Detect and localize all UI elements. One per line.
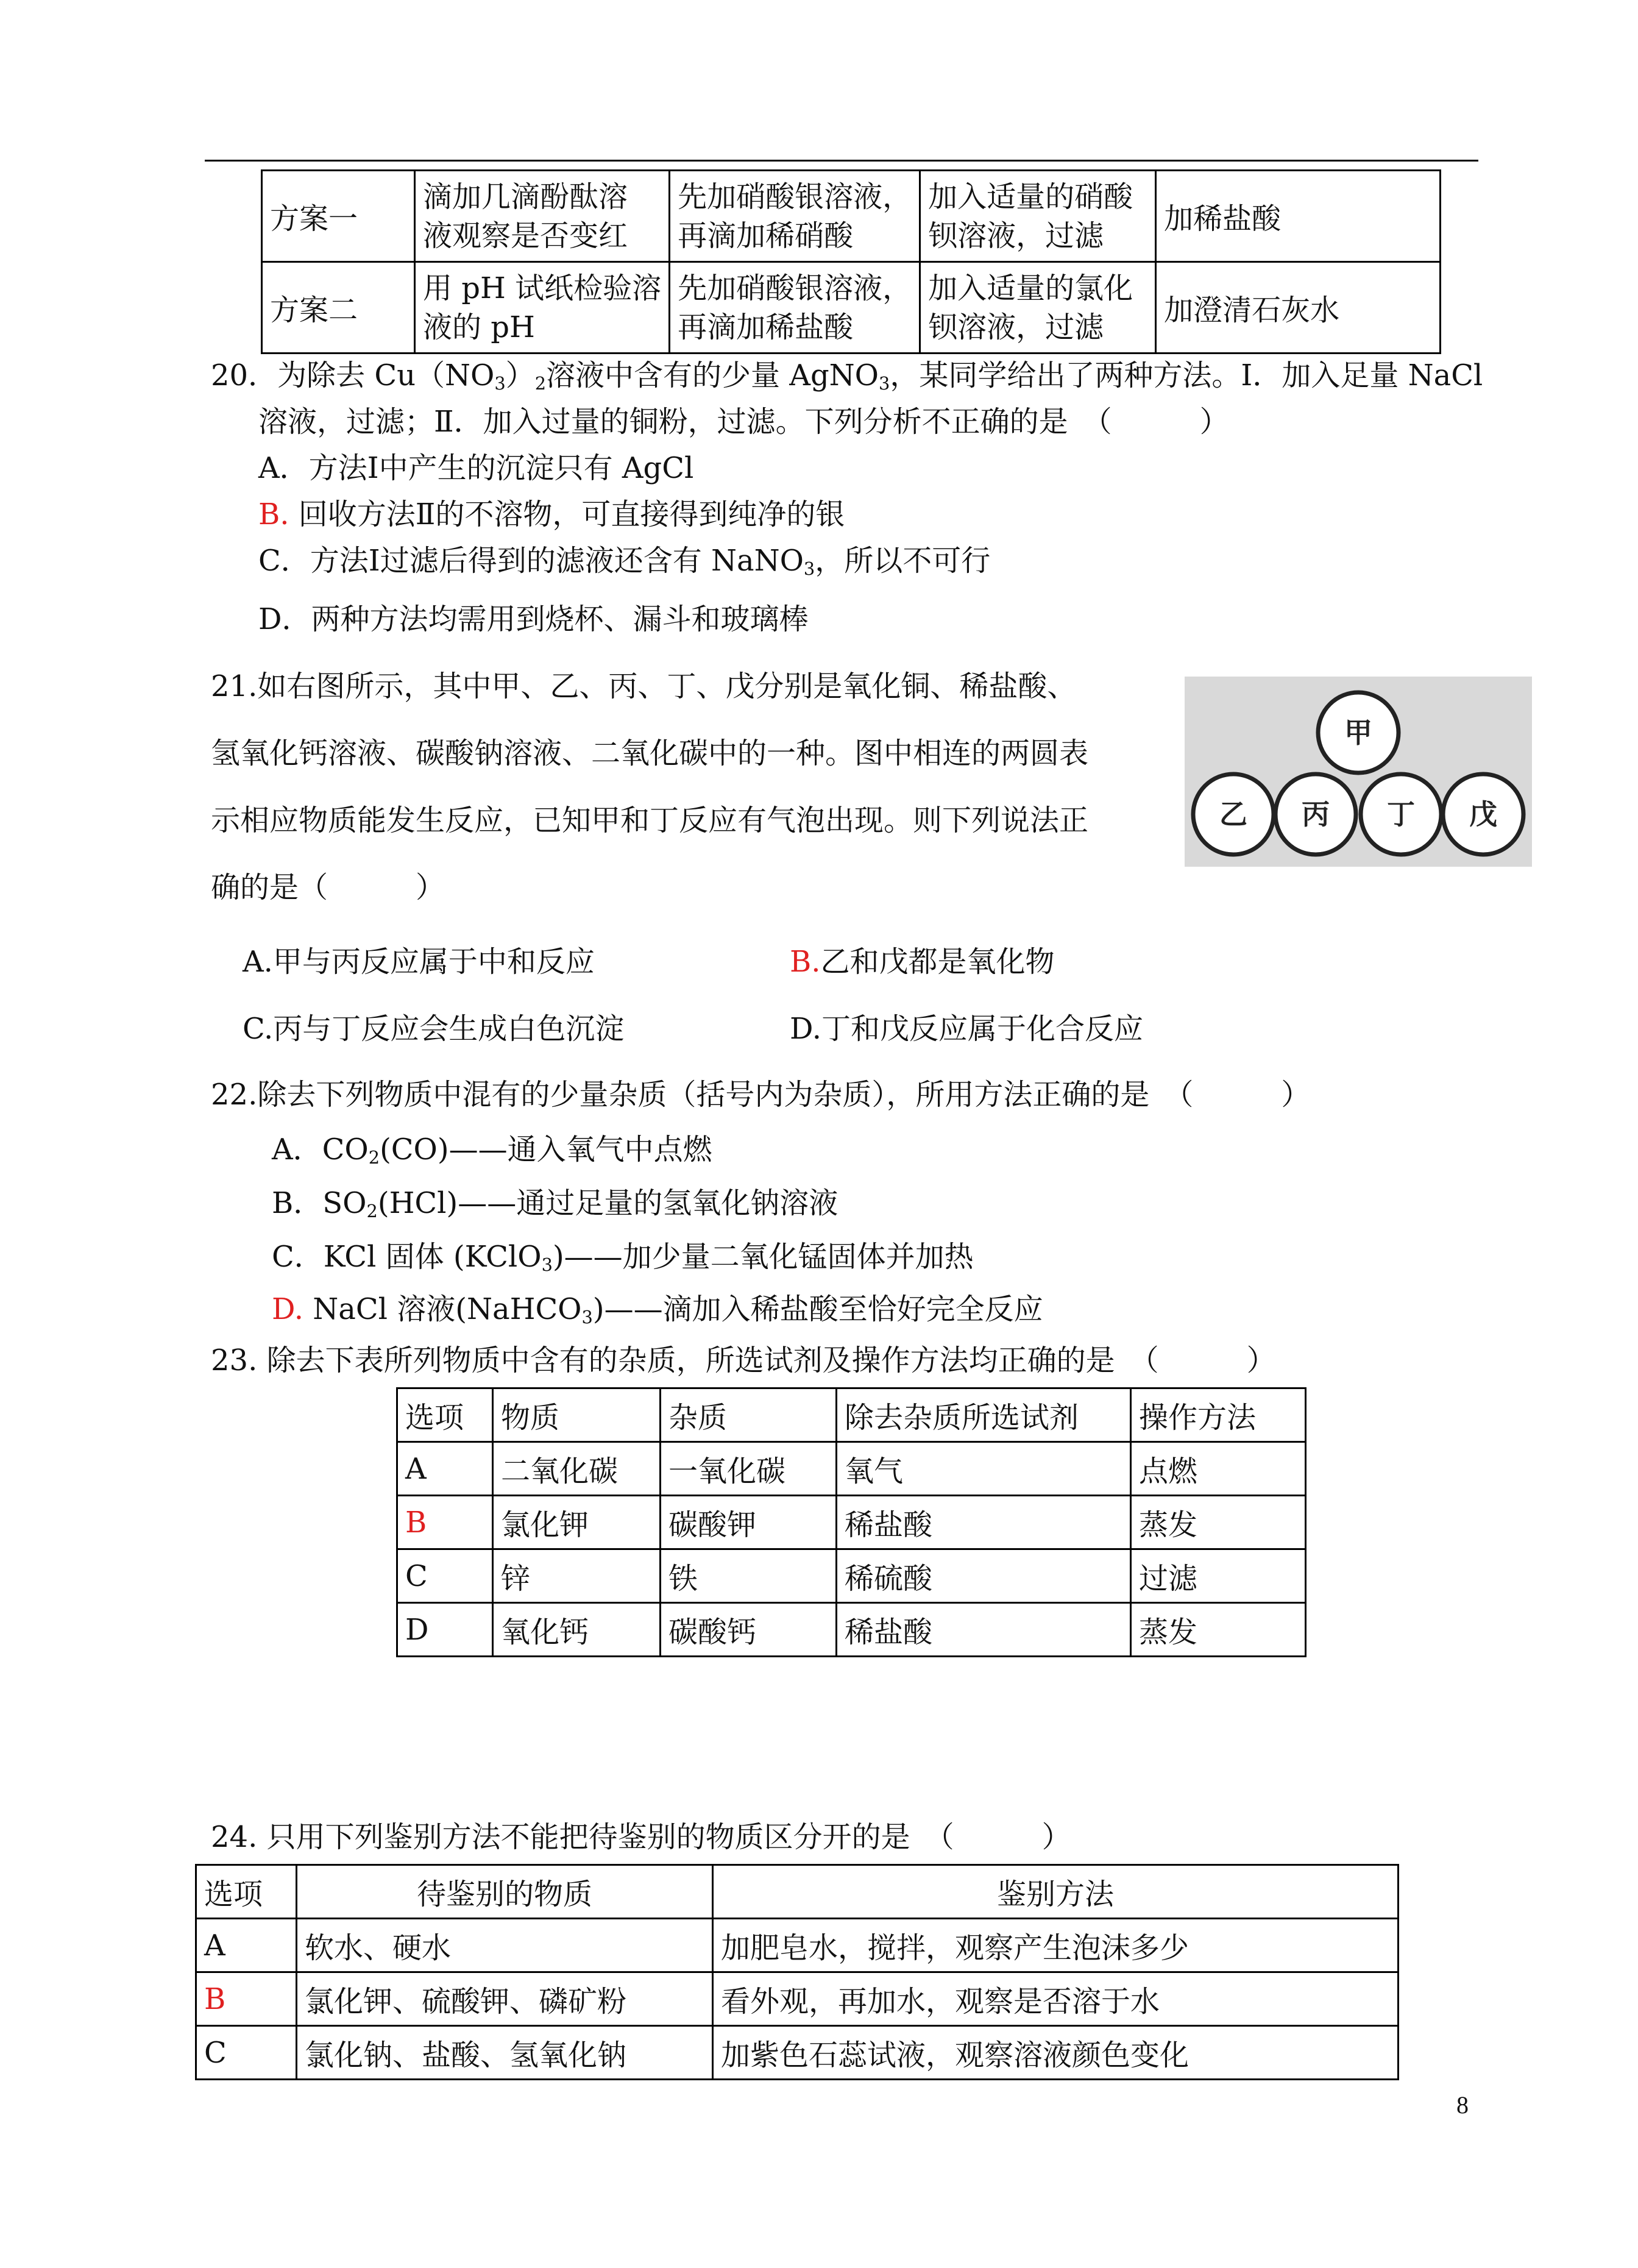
table-row (397, 1603, 1306, 1657)
q20-stem-line1: 20．为除去 $Cu(NO_3)_2$溶液中含有的少量 AgNO$_3$，某同学给出了两种方法。Ⅰ．加入足量 NaCl (211, 358, 1483, 394)
q24-table (195, 1864, 1399, 2080)
table-cell: 加入适量的氯化 钡溶液，过滤 (920, 262, 1156, 354)
table-cell: 锌 (493, 1549, 661, 1603)
label-yi: 乙 (1219, 798, 1247, 831)
table-row (196, 2026, 1399, 2080)
label-wu: 戊 (1469, 798, 1497, 831)
table-row (196, 1919, 1399, 1972)
q20-option-a: A．方法Ⅰ中产生的沉淀只有 AgCl (258, 451, 694, 485)
table-header-cell: 选项 (196, 1865, 297, 1919)
answer-letter: B (397, 1496, 493, 1549)
table-header-cell: 选项 (397, 1388, 493, 1442)
q23-stem: 23. 除去下表所列物质中含有的杂质，所选试剂及操作方法均正确的是 （ ） (211, 1343, 1276, 1378)
answer-letter: B (196, 1972, 297, 2026)
table-cell: 加入适量的硝酸 钡溶液，过滤 (920, 171, 1156, 262)
table-cell: 稀盐酸 (837, 1603, 1131, 1657)
table-cell: 碳酸钙 (661, 1603, 837, 1657)
table-cell: 先加硝酸银溶液， 再滴加稀盐酸 (670, 262, 920, 354)
q22-option-c: C．KCl 固体 (KClO$_3$)——加少量二氧化锰固体并加热 (272, 1240, 974, 1276)
q22-option-a: A．$CO_2(CO)——$通入氧气中点燃 (272, 1132, 712, 1168)
q21-stem-line4: 确的是（ ） (211, 870, 445, 905)
q20-stem-line2: 溶液，过滤；Ⅱ．加入过量的铜粉，过滤。下列分析不正确的是 （ ） (258, 405, 1229, 439)
q21-option-a: A.甲与丙反应属于中和反应 (243, 945, 595, 979)
table-cell: 氯化钾 (493, 1496, 661, 1549)
table-cell: C (397, 1549, 493, 1603)
table-cell: 碳酸钾 (661, 1496, 837, 1549)
table-cell: 方案一 (262, 171, 415, 262)
table-cell: 一氧化碳 (661, 1442, 837, 1496)
label-ding: 丁 (1387, 798, 1415, 831)
table-cell: D (397, 1603, 493, 1657)
table-header-cell: 待鉴别的物质 (297, 1865, 713, 1919)
table-cell: 先加硝酸银溶液， 再滴加稀硝酸 (670, 171, 920, 262)
table-cell: 氧化钙 (493, 1603, 661, 1657)
table-cell: 氧气 (837, 1442, 1131, 1496)
table-cell: 方案二 (262, 262, 415, 354)
table-cell: 看外观，再加水，观察是否溶于水 (713, 1972, 1399, 2026)
q21-option-b: B.乙和戊都是氧化物 (790, 945, 1055, 979)
q21-stem-line3: 示相应物质能发生反应，已知甲和丁反应有气泡出现。则下列说法正 (211, 803, 1089, 837)
q20-option-d: D．两种方法均需用到烧杯、漏斗和玻璃棒 (258, 602, 809, 636)
label-bing: 丙 (1302, 798, 1330, 831)
table-cell: A (196, 1919, 297, 1972)
label-jia: 甲 (1344, 716, 1372, 749)
table-cell: 稀盐酸 (837, 1496, 1131, 1549)
table-row (397, 1496, 1306, 1549)
table-cell: 用 pH 试纸检验溶 液的 pH (415, 262, 670, 354)
q21-stem-line1: 21.如右图所示，其中甲、乙、丙、丁、戊分别是氧化铜、稀盐酸、 (211, 669, 1077, 703)
table-row (397, 1442, 1306, 1496)
table-cell: 氯化钾、硫酸钾、磷矿粉 (297, 1972, 713, 2026)
q22-option-b: B．$SO_2(HCl)——$通过足量的氢氧化钠溶液 (272, 1186, 838, 1222)
answer-letter: B. (258, 497, 289, 531)
q22-option-d: D. NaCl 溶液(NaHCO$_3$)——滴加入稀盐酸至恰好完全反应 (272, 1292, 1043, 1328)
table-cell: 蒸发 (1131, 1603, 1306, 1657)
table-cell: C (196, 2026, 297, 2080)
q22-stem: 22.除去下列物质中混有的少量杂质（括号内为杂质），所用方法正确的是 （ ） (211, 1078, 1311, 1112)
q20-option-c: C．方法Ⅰ过滤后得到的滤液还含有 NaNO$_3$，所以不可行 (258, 544, 991, 580)
q20-option-b: B. 回收方法Ⅱ的不溶物，可直接得到纯净的银 (258, 497, 845, 531)
answer-letter: D. (272, 1292, 304, 1326)
table-header-cell: 物质 (493, 1388, 661, 1442)
q23-table (396, 1387, 1306, 1657)
q21-option-d: D.丁和戊反应属于化合反应 (790, 1012, 1144, 1046)
table-cell: 加肥皂水，搅拌，观察产生泡沫多少 (713, 1919, 1399, 1972)
table-cell: 铁 (661, 1549, 837, 1603)
table-header-cell: 杂质 (661, 1388, 837, 1442)
page-number: 8 (1456, 2091, 1469, 2119)
table-row (397, 1549, 1306, 1603)
table-cell: 加紫色石蕊试液，观察溶液颜色变化 (713, 2026, 1399, 2080)
table-cell: 过滤 (1131, 1549, 1306, 1603)
table-cell: 二氧化碳 (493, 1442, 661, 1496)
q21-option-c: C.丙与丁反应会生成白色沉淀 (243, 1012, 625, 1046)
table-header-cell: 鉴别方法 (713, 1865, 1399, 1919)
answer-letter: B. (790, 945, 821, 979)
table-cell: 加澄清石灰水 (1156, 262, 1441, 354)
q21-stem-line2: 氢氧化钙溶液、碳酸钠溶液、二氧化碳中的一种。图中相连的两圆表 (211, 736, 1089, 770)
table-cell: 滴加几滴酚酞溶 液观察是否变红 (415, 171, 670, 262)
table-header-cell: 除去杂质所选试剂 (837, 1388, 1131, 1442)
table-cell: 稀硫酸 (837, 1549, 1131, 1603)
top-scheme-table (261, 169, 1441, 354)
table-cell: 蒸发 (1131, 1496, 1306, 1549)
table-cell: 点燃 (1131, 1442, 1306, 1496)
header-rule (205, 160, 1478, 162)
reaction-circles-diagram (1185, 677, 1532, 867)
table-header-cell: 操作方法 (1131, 1388, 1306, 1442)
table-cell: 氯化钠、盐酸、氢氧化钠 (297, 2026, 713, 2080)
table-cell: A (397, 1442, 493, 1496)
table-row (196, 1972, 1399, 2026)
table-cell: 软水、硬水 (297, 1919, 713, 1972)
table-cell: 加稀盐酸 (1156, 171, 1441, 262)
q24-stem: 24. 只用下列鉴别方法不能把待鉴别的物质区分开的是 （ ） (211, 1820, 1071, 1854)
